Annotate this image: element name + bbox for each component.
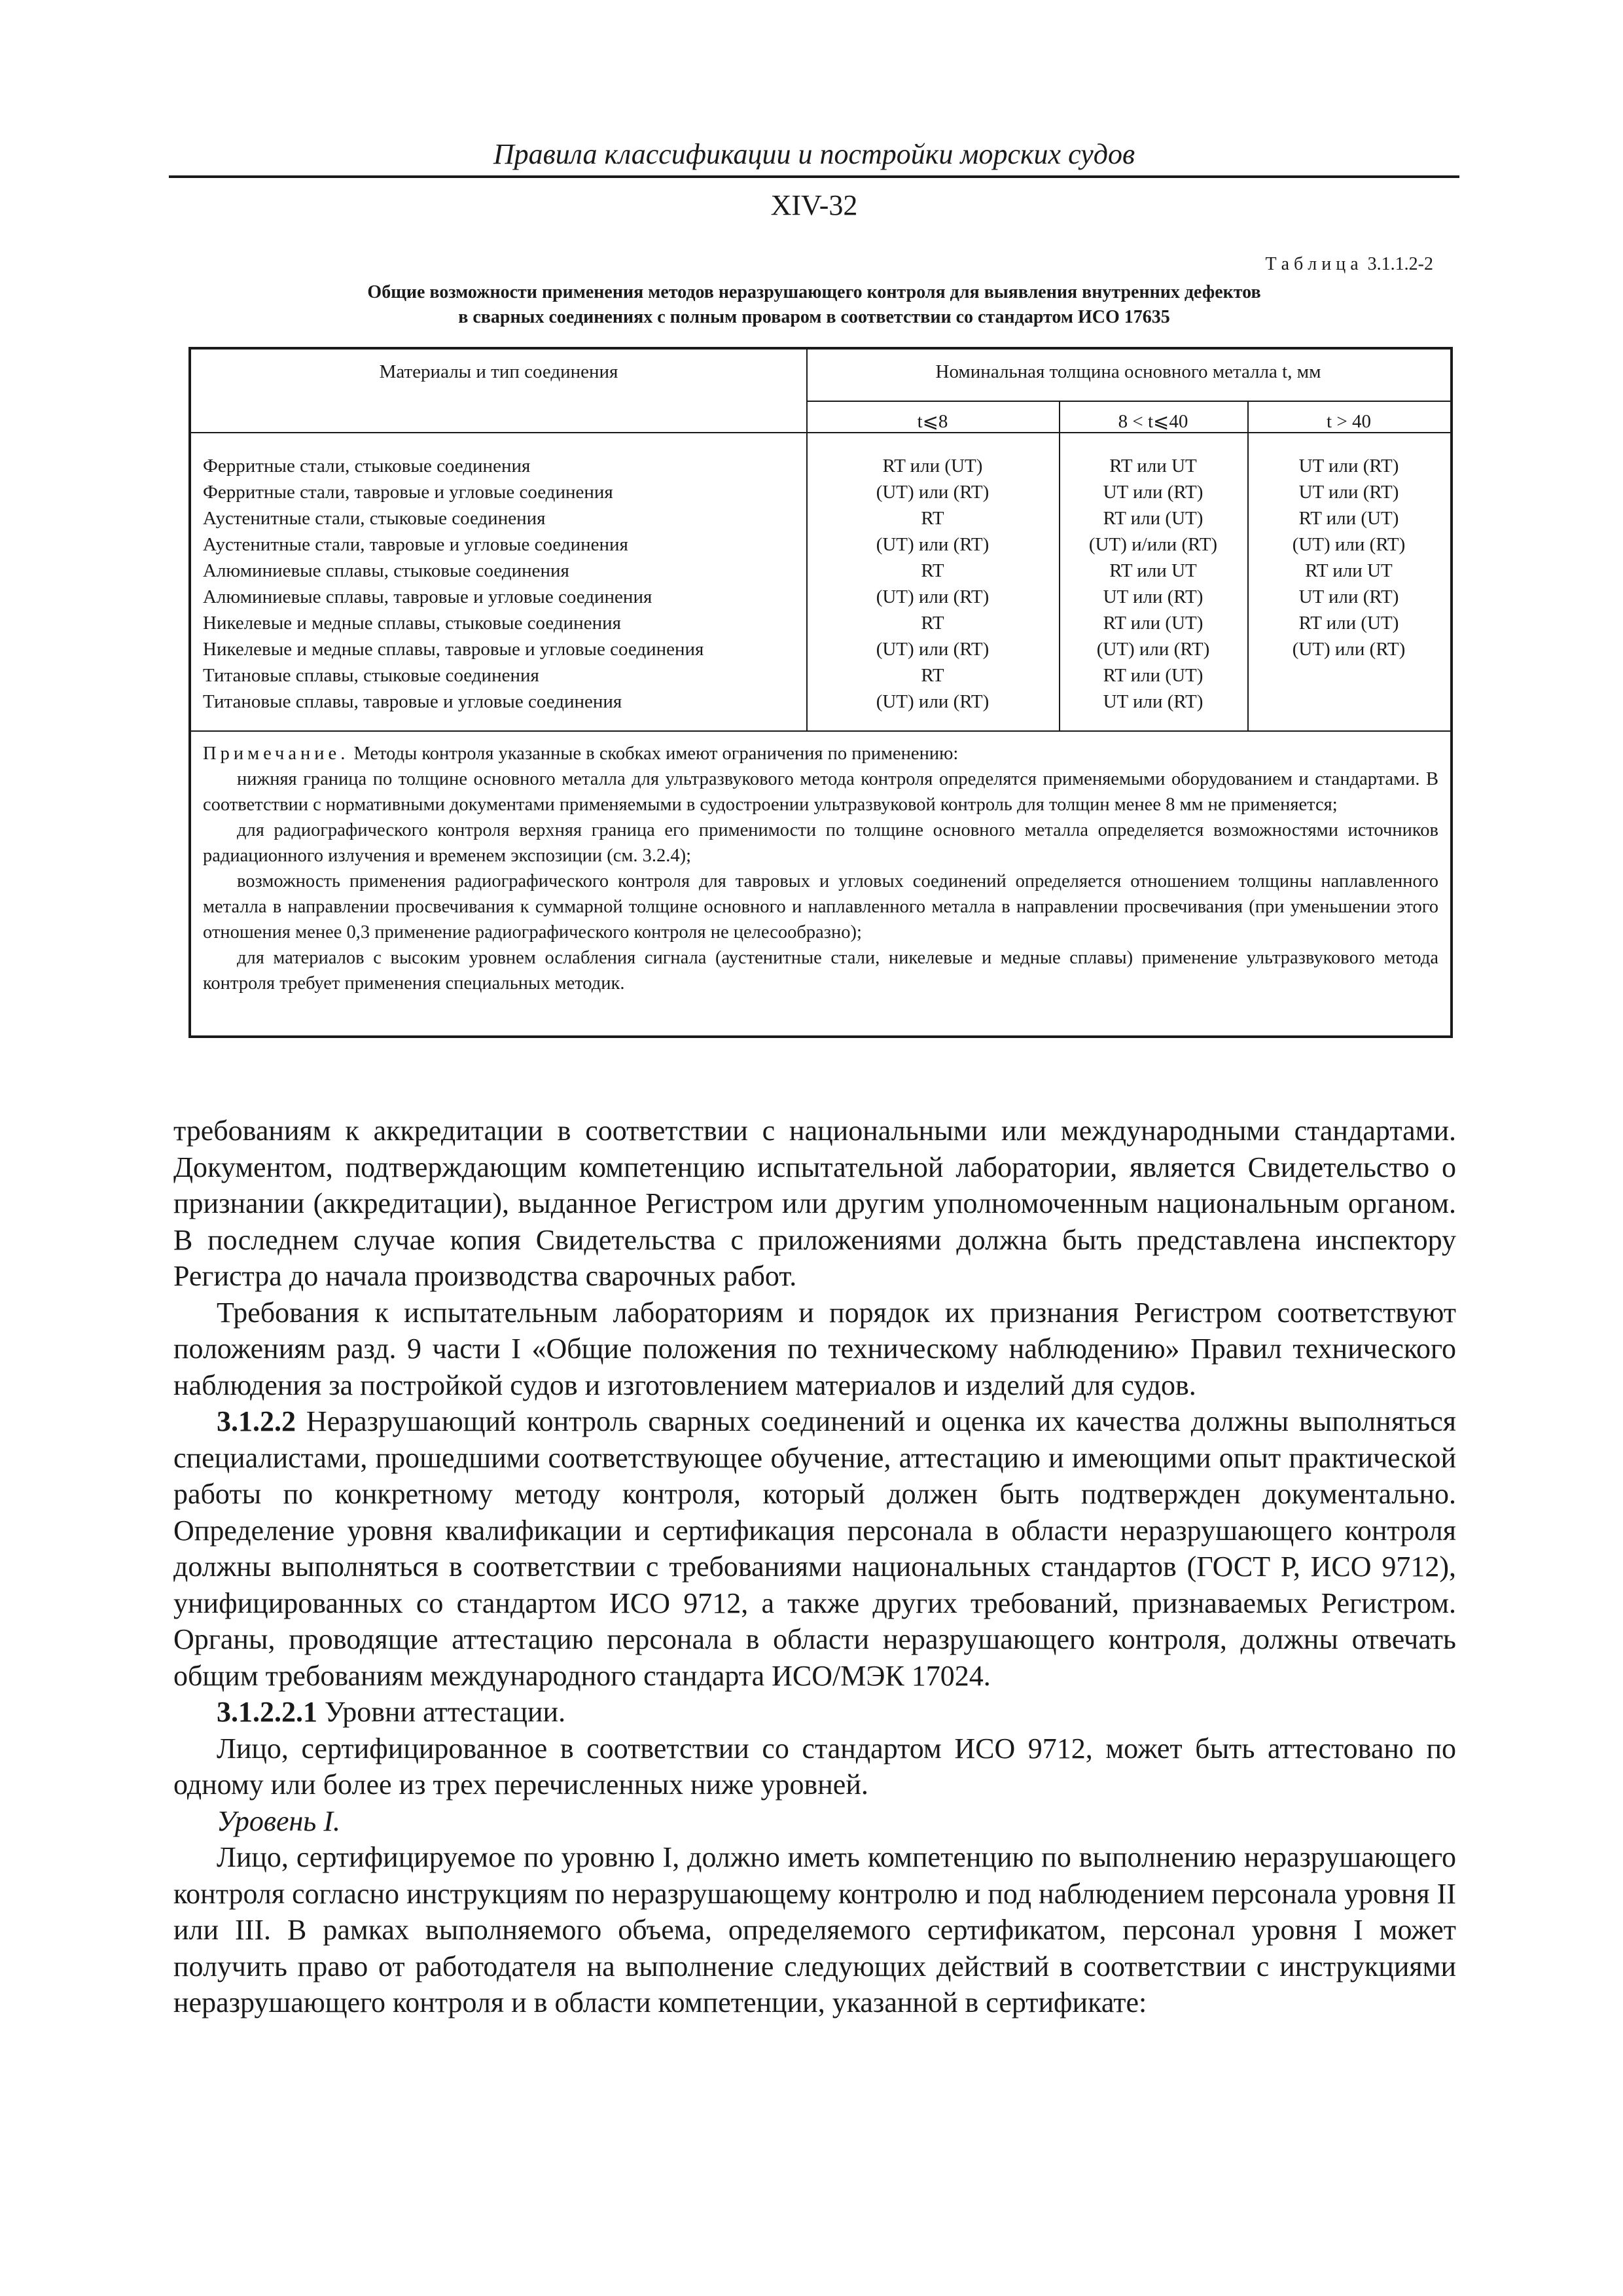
table-cell-material: Титановые сплавы, тавровые и угловые соединения (203, 691, 622, 712)
thin-column (806, 453, 1059, 715)
table-cell: RT или (UT) (1298, 508, 1399, 529)
subcolumn-header-thick: t > 40 (1327, 411, 1371, 432)
table-cell: RT или (UT) (1298, 613, 1399, 634)
table-cell: RT или UT (1109, 560, 1197, 581)
table-cell: RT (921, 613, 944, 634)
note-paragraph: для материалов с высоким уровнем ослабления сигнала (аустенитные стали, никелевые и медные сплавы) применение ультразвукового метода контроля требует применения специальных методик. (203, 948, 1438, 994)
table-label: Т а б л и ц а 3.1.1.2-2 (1265, 254, 1433, 274)
table-cell-material: Никелевые и медные сплавы, стыковые соединения (203, 613, 621, 634)
table-cell-material: Титановые сплавы, стыковые соединения (203, 665, 539, 686)
table-cell: (UT) или (RT) (1096, 639, 1210, 660)
note-paragraph: возможность применения радиографического контроля для тавровых и угловых соединений определяется отношением толщины наплавленного металла в направлении просвечивания к суммарной толщине основного и наплавленного металла в направлении просвечивания (при уменьшении этого отношения менее 0,3 применение радиографического контроля не целесообразно); (203, 871, 1438, 942)
note-paragraph: для радиографического контроля верхняя граница его применимости по толщине основного металла определяется возможностями источников радиационного излучения и временем экспозиции (см. 3.2.4); (203, 820, 1438, 866)
subcolumn-header-medium: 8 < t⩽40 (1118, 411, 1188, 432)
page-number: XIV-32 (770, 189, 858, 221)
table-title-line-1: Общие возможности применения методов неразрушающего контроля для выявления внутренних дефектов (367, 282, 1261, 302)
table-cell: (UT) или (RT) (876, 534, 990, 555)
section-number: 3.1.2.2.1 (217, 1696, 317, 1728)
column-header-materials: Материалы и тип соединения (379, 361, 618, 382)
medium-column (1059, 453, 1247, 715)
table-cell: UT или (RT) (1103, 586, 1204, 607)
column-header-thickness: Номинальная толщина основного металла t, мм (935, 361, 1321, 382)
table-cell-material: Никелевые и медные сплавы, тавровые и угловые соединения (203, 639, 704, 660)
table-cell: (UT) или (RT) (876, 691, 990, 712)
table-cell-material: Ферритные стали, тавровые и угловые соединения (203, 482, 613, 503)
table-cell: RT (921, 560, 944, 581)
table-cell: UT или (RT) (1298, 456, 1399, 476)
table-cell: RT или UT (1305, 560, 1393, 581)
section-paragraph-3-1-2-2 (173, 1403, 1456, 1694)
table-cell: (UT) или (RT) (1292, 534, 1406, 555)
header-rule (169, 175, 1459, 178)
thick-column (1247, 453, 1450, 715)
table-cell (1247, 689, 1450, 715)
materials-column (203, 453, 798, 715)
table-cell: RT (921, 508, 944, 529)
running-title: Правила классификации и постройки морских судов (493, 138, 1135, 170)
ndt-methods-table (188, 347, 1453, 1038)
section-text: Неразрушающий контроль сварных соединений и оценка их качества должны выполняться специалистами, прошедшими соответствующее обучение, аттестацию и имеющими опыт практической работы по конкретному методу контроля, который должен быть подтвержден документально. Определение уровня квалификации и сертификация персонала в области неразрушающего контроля должны выполняться в соответствии с требованиями национальных стандартов (ГОСТ Р, ИСО 9712), унифицированных со стандартом ИСО 9712, а также других требований, признаваемых Регистром. Органы, проводящие аттестацию персонала в области неразрушающего контроля, должны отвечать общим требованиям международного стандарта ИСО/МЭК 17024. (173, 1405, 1456, 1692)
table-cell: (UT) и/или (RT) (1088, 534, 1218, 555)
note-paragraph: нижняя граница по толщине основного металла для ультразвукового метода контроля определятся применяемыми оборудованием и стандартами. В соответствии с нормативными документами применяемыми в судостроении ультразвуковой контроль для толщин менее 8 мм не применяется; (203, 769, 1438, 815)
table-cell: (UT) или (RT) (1292, 639, 1406, 660)
body-paragraph: Лицо, сертифицированное в соответствии со стандартом ИСО 9712, может быть аттестовано по одному или более из трех перечисленных ниже уровней. (173, 1732, 1456, 1801)
table-cell (1247, 662, 1450, 689)
table-cell-material: Аустенитные стали, стыковые соединения (203, 508, 546, 529)
note-label: Примечание. (203, 744, 349, 764)
table-cell-material: Ферритные стали, стыковые соединения (203, 456, 531, 476)
table-cell: (UT) или (RT) (876, 482, 990, 503)
table-cell-material: Аустенитные стали, тавровые и угловые соединения (203, 534, 628, 555)
table-cell: RT или (UT) (1103, 613, 1204, 634)
table-cell: UT или (RT) (1103, 691, 1204, 712)
table-cell-material: Алюминиевые сплавы, стыковые соединения (203, 560, 569, 581)
note-intro-text: Методы контроля указанные в скобках имеют ограничения по применению: (349, 744, 959, 764)
table-cell: UT или (RT) (1103, 482, 1204, 503)
level-heading-text: Уровень I. (217, 1804, 340, 1837)
table-cell: RT (921, 665, 944, 686)
level-heading (173, 1803, 1456, 1840)
body-paragraph: Требования к испытательным лабораториям и порядок их признания Регистром соответствуют положениям разд. 9 части I «Общие положения по техническому наблюдению» Правил технического наблюдения за постройкой судов и изготовлением материалов и изделий для судов. (173, 1296, 1456, 1401)
note-intro (203, 741, 1438, 766)
table-cell: RT или UT (1109, 456, 1197, 476)
body-paragraph: требованиям к аккредитации в соответствии с национальными или международными стандартами. Документом, подтверждающим компетенцию испытательной лаборатории, является Свидетельство о признании (аккредитации), выданное Регистром или другим уполномоченным национальным органом. В последнем случае копия Свидетельства с приложениями должна быть представлена инспектору Регистра до начала производства сварочных работ. (173, 1115, 1456, 1292)
table-cell: RT или (UT) (1103, 665, 1204, 686)
subheader-rule (806, 401, 1450, 402)
subcolumn-header-thin: t⩽8 (917, 411, 948, 432)
section-text: Уровни аттестации. (317, 1696, 566, 1728)
table-title-line-2: в сварных соединениях с полным проваром в соответствии со стандартом ИСО 17635 (458, 307, 1170, 327)
table-cell: RT или (UT) (1103, 508, 1204, 529)
note-divider (191, 730, 1450, 732)
table-cell: (UT) или (RT) (876, 639, 990, 660)
table-cell: UT или (RT) (1298, 482, 1399, 503)
table-cell: (UT) или (RT) (876, 586, 990, 607)
table-note (203, 741, 1438, 996)
main-text (173, 1113, 1456, 2021)
table-cell: RT или (UT) (882, 456, 983, 476)
section-number: 3.1.2.2 (217, 1405, 296, 1437)
body-paragraph: Лицо, сертифицируемое по уровню I, должно иметь компетенцию по выполнению неразрушающего контроля согласно инструкциям по неразрушающему контролю и под наблюдением персонала уровня II или III. В рамках выполняемого объема, определяемого сертификатом, персонал уровня I может получить право от работодателя на выполнение следующих действий в соответствии с инструкциями неразрушающего контроля и в области компетенции, указанной в сертификате: (173, 1841, 1456, 2018)
table-cell-material: Алюминиевые сплавы, тавровые и угловые соединения (203, 586, 652, 607)
section-paragraph-3-1-2-2-1 (173, 1694, 1456, 1731)
table-title (169, 280, 1459, 330)
table-cell: UT или (RT) (1298, 586, 1399, 607)
header-bottom-rule (191, 432, 1450, 433)
